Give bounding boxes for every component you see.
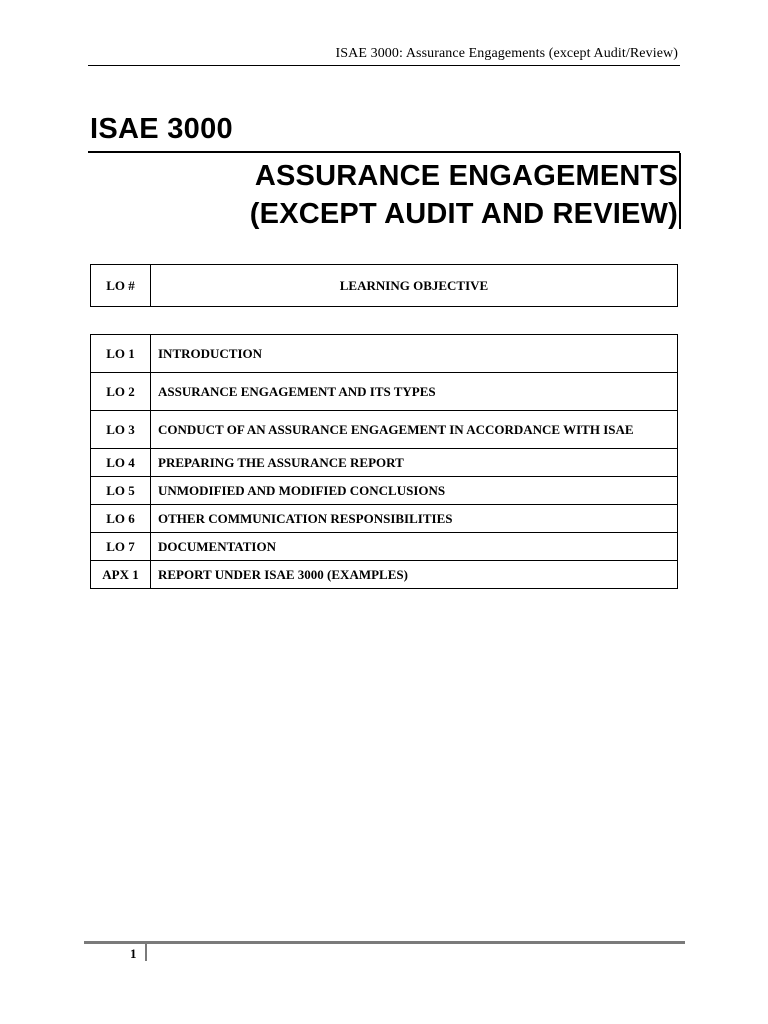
- lo-code: LO 6: [91, 505, 151, 533]
- table-row: [91, 373, 678, 411]
- lo-code-header: LO #: [91, 265, 151, 307]
- lo-code: LO 2: [91, 373, 151, 411]
- running-header: ISAE 3000: Assurance Engagements (except Audit/Review): [335, 46, 678, 61]
- document-subtitle: [250, 157, 678, 233]
- subtitle-line-1: ASSURANCE ENGAGEMENTS: [254, 160, 678, 192]
- lo-code: APX 1: [91, 561, 151, 589]
- title-vertical-rule: [679, 153, 681, 229]
- table-row: [91, 411, 678, 449]
- page-number: 1: [130, 946, 137, 961]
- lo-code: LO 1: [91, 335, 151, 373]
- subtitle-line-2: (EXCEPT AUDIT AND REVIEW): [249, 198, 678, 230]
- learning-objectives-table: [90, 334, 678, 589]
- learning-objective-header-table: [90, 264, 678, 307]
- lo-objective: REPORT UNDER ISAE 3000 (EXAMPLES): [151, 561, 678, 589]
- learning-objective-header: LEARNING OBJECTIVE: [151, 265, 678, 307]
- lo-objective: ASSURANCE ENGAGEMENT AND ITS TYPES: [151, 373, 678, 411]
- lo-objective: OTHER COMMUNICATION RESPONSIBILITIES: [151, 505, 678, 533]
- table-row: [91, 335, 678, 373]
- lo-code: LO 7: [91, 533, 151, 561]
- lo-objective: DOCUMENTATION: [151, 533, 678, 561]
- lo-code: LO 3: [91, 411, 151, 449]
- table-row: [91, 449, 678, 477]
- table-row: [91, 477, 678, 505]
- table-row: [91, 533, 678, 561]
- title-rule: [88, 151, 680, 153]
- lo-objective: CONDUCT OF AN ASSURANCE ENGAGEMENT IN ACCORDANCE WITH ISAE: [151, 411, 678, 449]
- footer-rule: [84, 941, 685, 944]
- lo-objective: INTRODUCTION: [151, 335, 678, 373]
- page-number-divider: [145, 944, 147, 961]
- document-title: ISAE 3000: [90, 113, 233, 145]
- table-row: [91, 561, 678, 589]
- header-rule: [88, 65, 680, 66]
- table-header-row: [91, 265, 678, 307]
- lo-code: LO 5: [91, 477, 151, 505]
- lo-objective: PREPARING THE ASSURANCE REPORT: [151, 449, 678, 477]
- lo-objective: UNMODIFIED AND MODIFIED CONCLUSIONS: [151, 477, 678, 505]
- table-row: [91, 505, 678, 533]
- lo-code: LO 4: [91, 449, 151, 477]
